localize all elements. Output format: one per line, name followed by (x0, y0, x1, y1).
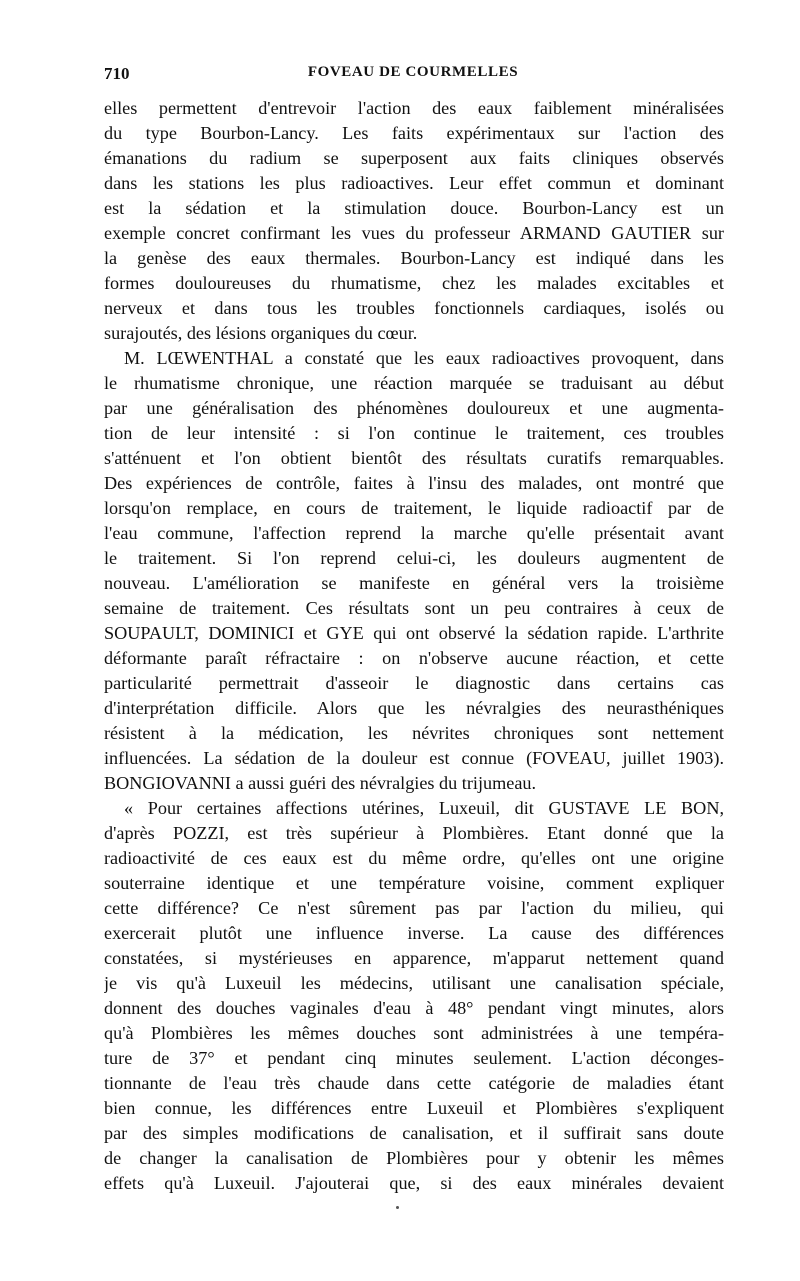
text-line: effets qu'à Luxeuil. J'ajouterai que, si des eaux minérales devaient (104, 1173, 724, 1193)
text-line: influencées. La sédation de la douleur est connue (FOVEAU, juillet 1903). (104, 748, 724, 768)
text-line: exercerait plutôt une influence inverse. La cause des différences (104, 923, 724, 943)
text-line: le rhumatisme chronique, une réaction marquée se traduisant au début (104, 373, 724, 393)
text-line: nouveau. L'amélioration se manifeste en général vers la troisième (104, 573, 724, 593)
text-line: ture de 37° et pendant cinq minutes seulement. L'action déconges- (104, 1048, 724, 1068)
text-line: qu'à Plombières les mêmes douches sont administrées à une tempéra- (104, 1023, 724, 1043)
text-line: particularité permettrait d'asseoir le diagnostic dans certains cas (104, 673, 724, 693)
text-line: dans les stations les plus radioactives. Leur effet commun et dominant (104, 173, 724, 193)
text-line: BONGIOVANNI a aussi guéri des névralgies du trijumeau. (104, 773, 537, 793)
text-line: formes douloureuses du rhumatisme, chez les malades excitables et (104, 273, 724, 293)
text-line: du type Bourbon-Lancy. Les faits expérimentaux sur l'action des (104, 123, 724, 143)
text-line: d'interprétation difficile. Alors que les névralgies des neurasthéniques (104, 698, 724, 718)
text-line: lorsqu'on remplace, en cours de traitement, le liquide radioactif par de (104, 498, 724, 518)
text-line: exemple concret confirmant les vues du professeur ARMAND GAUTIER sur (104, 223, 724, 243)
text-line: d'après POZZI, est très supérieur à Plombières. Etant donné que la (104, 823, 724, 843)
text-line: résistent à la médication, les névrites chroniques sont nettement (104, 723, 724, 743)
page-number: 710 (104, 64, 130, 83)
text-line: bien connue, les différences entre Luxeuil et Plombières s'expliquent (104, 1098, 724, 1118)
text-line: émanations du radium se superposent aux faits cliniques observés (104, 148, 724, 168)
text-line: l'eau commune, l'affection reprend la marche qu'elle présentait avant (104, 523, 724, 543)
text-line: nerveux et dans tous les troubles fonctionnels cardiaques, isolés ou (104, 298, 724, 318)
text-line: la genèse des eaux thermales. Bourbon-Lancy est indiqué dans les (104, 248, 724, 268)
text-line: M. LŒWENTHAL a constaté que les eaux radioactives provoquent, dans (124, 348, 724, 368)
text-line: donnent des douches vaginales d'eau à 48° pendant vingt minutes, alors (104, 998, 724, 1018)
body-text (104, 96, 724, 1196)
text-line: par une généralisation des phénomènes douloureux et une augmenta- (104, 398, 724, 418)
stray-ink-dot (396, 1206, 399, 1209)
text-line: Des expériences de contrôle, faites à l'insu des malades, ont montré que (104, 473, 724, 493)
text-line: « Pour certaines affections utérines, Luxeuil, dit GUSTAVE LE BON, (124, 798, 724, 818)
text-line: surajoutés, des lésions organiques du cœur. (104, 323, 418, 343)
text-line: le traitement. Si l'on reprend celui-ci, les douleurs augmentent de (104, 548, 724, 568)
page-header (104, 64, 722, 86)
text-line: par des simples modifications de canalisation, et il suffirait sans doute (104, 1123, 724, 1143)
text-line: déformante paraît réfractaire : on n'observe aucune réaction, et cette (104, 648, 724, 668)
text-line: tionnante de l'eau très chaude dans cette catégorie de maladies étant (104, 1073, 724, 1093)
text-line: s'atténuent et l'on obtient bientôt des résultats curatifs remarquables. (104, 448, 724, 468)
text-line: tion de leur intensité : si l'on continue le traitement, ces troubles (104, 423, 724, 443)
text-line: semaine de traitement. Ces résultats sont un peu contraires à ceux de (104, 598, 724, 618)
text-line: constatées, si mystérieuses en apparence, m'apparut nettement quand (104, 948, 724, 968)
text-line: radioactivité de ces eaux est du même ordre, qu'elles ont une origine (104, 848, 724, 868)
running-head: FOVEAU DE COURMELLES (307, 64, 519, 80)
text-line: SOUPAULT, DOMINICI et GYE qui ont observé la sédation rapide. L'arthrite (104, 623, 724, 643)
text-line: est la sédation et la stimulation douce. Bourbon-Lancy est un (104, 198, 724, 218)
text-line: cette différence? Ce n'est sûrement pas par l'action du milieu, qui (104, 898, 724, 918)
text-line: je vis qu'à Luxeuil les médecins, utilisant une canalisation spéciale, (104, 973, 724, 993)
text-line: souterraine identique et une température voisine, comment expliquer (104, 873, 724, 893)
text-line: elles permettent d'entrevoir l'action des eaux faiblement minéralisées (104, 98, 724, 118)
text-line: de changer la canalisation de Plombières pour y obtenir les mêmes (104, 1148, 724, 1168)
